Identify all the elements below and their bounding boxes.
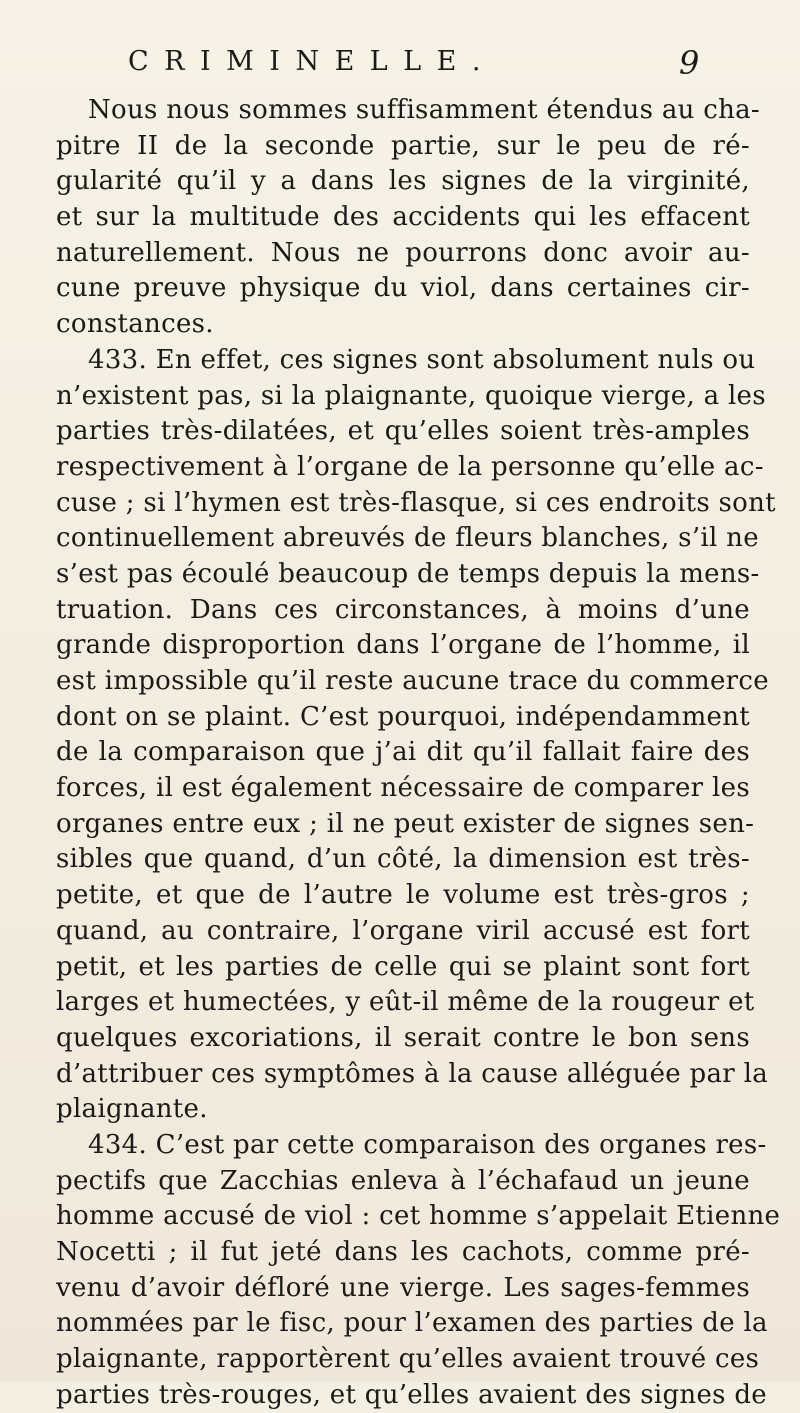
body-text: [56, 93, 781, 1413]
text-line: truation. Dans ces circonstances, à moins d’une: [56, 594, 750, 625]
text-line: quelques excoriations, il serait contre le bon sens: [56, 1022, 750, 1053]
text-line: grande disproportion dans l’organe de l’homme, il: [56, 630, 750, 661]
text-line: forces, il est également nécessaire de comparer les: [56, 773, 750, 804]
text-line: petit, et les parties de celle qui se plaint sont fort: [56, 951, 750, 982]
text-line: est impossible qu’il reste aucune trace du commerce: [56, 666, 769, 696]
text-line: pitre II de la seconde partie, sur le peu de ré-: [56, 130, 750, 161]
text-line: Nous nous sommes suffisamment étendus au cha-: [88, 95, 761, 125]
text-line: venu d’avoir défloré une vierge. Les sages-femmes: [56, 1272, 750, 1303]
text-line: continuellement abreuvés de fleurs blanches, s’il ne: [56, 523, 759, 554]
text-line: n’existent pas, si la plaignante, quoique vierge, a les: [56, 380, 766, 411]
text-line: s’est pas écoulé beaucoup de temps depuis la mens-: [56, 558, 760, 589]
text-line: quand, au contraire, l’organe viril accusé est fort: [56, 915, 750, 946]
text-line: respectivement à l’organe de la personne qu’elle ac-: [56, 451, 764, 482]
text-line: de la comparaison que j’ai dit qu’il fallait faire des: [56, 737, 750, 768]
text-line: dont on se plaint. C’est pourquoi, indépendamment: [56, 701, 750, 732]
text-line: Nocetti ; il fut jeté dans les cachots, comme pré-: [56, 1237, 750, 1267]
text-line: parties très-rouges, et qu’elles avaient des signes de: [56, 1379, 767, 1410]
text-line: 434. C’est par cette comparaison des organes res-: [88, 1129, 767, 1160]
text-line: plaignante.: [56, 1094, 208, 1125]
page-number: 9: [679, 44, 700, 82]
text-line: constances.: [56, 309, 214, 340]
text-line: 433. En effet, ces signes sont absolument nuls ou: [88, 344, 756, 375]
text-line: petite, et que de l’autre le volume est très-gros ;: [56, 880, 750, 911]
text-line: sibles que quand, d’un côté, la dimension est très-: [56, 844, 750, 875]
text-line: nommées par le fisc, pour l’examen des parties de la: [56, 1308, 768, 1339]
running-head: [0, 46, 800, 86]
text-line: et sur la multitude des accidents qui les effacent: [56, 202, 750, 233]
text-line: organes entre eux ; il ne peut exister de signes sen-: [56, 808, 755, 839]
text-line: gularité qu’il y a dans les signes de la virginité,: [56, 166, 750, 197]
text-line: plaignante, rapportèrent qu’elles avaient trouvé ces: [56, 1344, 760, 1375]
text-line: larges et humectées, y eût-il même de la rougeur et: [56, 987, 755, 1018]
text-line: homme accusé de viol : cet homme s’appelait Etienne: [56, 1201, 781, 1232]
text-line: pectifs que Zacchias enleva à l’échafaud un jeune: [56, 1165, 750, 1196]
text-line: cuse ; si l’hymen est très-flasque, si ces endroits sont: [56, 487, 776, 518]
running-head-title: CRIMINELLE.: [128, 46, 496, 77]
text-line: cune preuve physique du viol, dans certaines cir-: [56, 273, 750, 304]
text-line: naturellement. Nous ne pourrons donc avoir au-: [56, 237, 750, 268]
text-line: parties très-dilatées, et qu’elles soient très-amples: [56, 416, 750, 447]
text-line: d’attribuer ces symptômes à la cause alléguée par la: [56, 1058, 769, 1089]
